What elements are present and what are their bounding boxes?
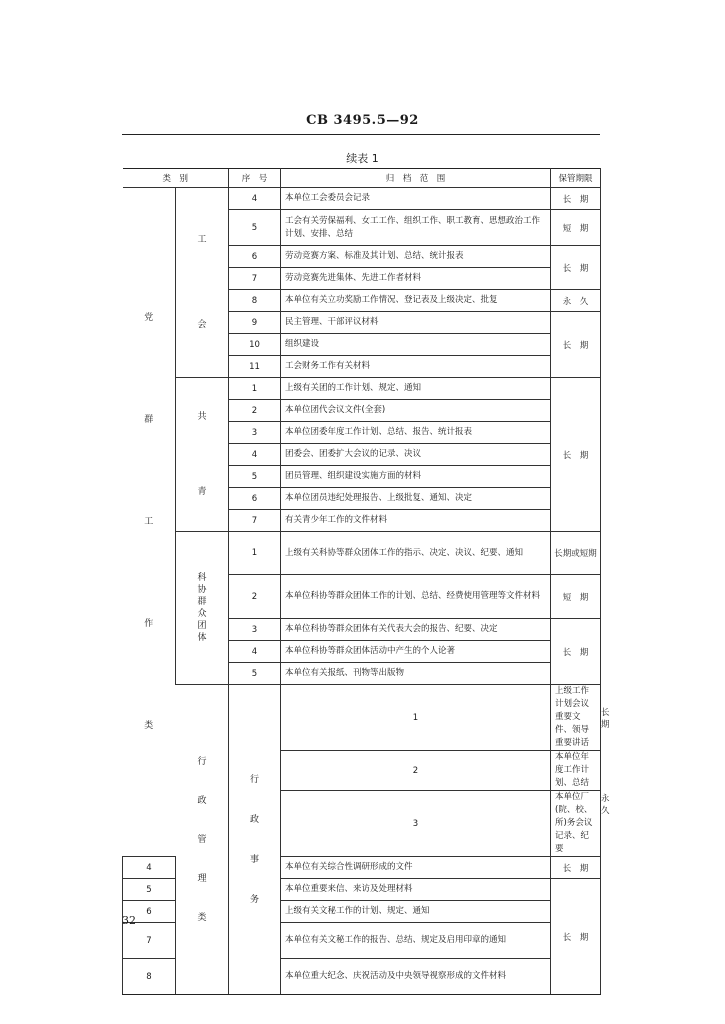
subcategory-science-char: 群 bbox=[197, 597, 207, 607]
row-scope: 劳动竞赛方案、标准及其计划、总结、统计报表 bbox=[281, 246, 551, 268]
subcategory-science-char: 协 bbox=[197, 585, 207, 595]
category-mass-char: 群 bbox=[144, 415, 154, 425]
row-no: 8 bbox=[229, 290, 281, 312]
row-no: 1 bbox=[229, 532, 281, 575]
category-admin-char: 类 bbox=[197, 912, 207, 923]
row-no: 2 bbox=[229, 400, 281, 422]
table-row: 行 政 管 理 类 行 政 事 务 1 上级工作计划会议重要文件、领导重要讲话 长 期 bbox=[123, 685, 601, 751]
category-admin-char: 政 bbox=[197, 795, 207, 806]
row-no: 5 bbox=[229, 210, 281, 246]
row-scope: 本单位团员违纪处理报告、上级批复、通知、决定 bbox=[281, 488, 551, 510]
row-scope: 本单位有关综合性调研形成的文件 bbox=[281, 857, 551, 879]
row-no: 1 bbox=[281, 685, 551, 751]
table-row bbox=[123, 188, 601, 210]
subcategory-affairs-char: 行 bbox=[250, 774, 260, 785]
row-retention: 长 期 bbox=[551, 246, 601, 290]
row-scope: 本单位科协等群众团体有关代表大会的报告、纪要、决定 bbox=[281, 619, 551, 641]
subcategory-science-char: 众 bbox=[197, 609, 207, 619]
row-scope: 本单位厂(院、校、所)务会议记录、纪要 bbox=[551, 791, 601, 857]
table-row bbox=[123, 378, 601, 400]
col-retention: 保管期限 bbox=[551, 169, 601, 188]
row-scope: 有关青少年工作的文件材料 bbox=[281, 510, 551, 532]
table-row: 2 本单位年度工作计划、总结 永 久 bbox=[123, 751, 601, 791]
row-no: 8 bbox=[123, 959, 176, 995]
row-scope: 团员管理、组织建设实施方面的材料 bbox=[281, 466, 551, 488]
subcategory-youth-char: 青 bbox=[197, 487, 207, 497]
category-mass bbox=[123, 188, 176, 857]
row-no: 2 bbox=[281, 751, 551, 791]
row-retention: 长 期 bbox=[551, 879, 601, 995]
subcategory-science bbox=[176, 532, 229, 685]
row-no: 5 bbox=[229, 466, 281, 488]
row-no: 7 bbox=[229, 268, 281, 290]
row-scope: 团委会、团委扩大会议的记录、决议 bbox=[281, 444, 551, 466]
row-no: 4 bbox=[229, 641, 281, 663]
subcategory-affairs bbox=[229, 685, 281, 995]
category-admin-char: 理 bbox=[197, 873, 207, 884]
row-scope: 本单位重大纪念、庆祝活动及中央领导视察形成的文件材料 bbox=[281, 959, 551, 995]
subcategory-union-char: 工 bbox=[197, 235, 207, 245]
row-no: 3 bbox=[281, 791, 551, 857]
row-scope: 本单位科协等群众团体活动中产生的个人论著 bbox=[281, 641, 551, 663]
subcategory-union bbox=[176, 188, 229, 378]
row-no: 3 bbox=[229, 422, 281, 444]
row-scope: 本单位团委年度工作计划、总结、报告、统计报表 bbox=[281, 422, 551, 444]
subcategory-affairs-char: 政 bbox=[250, 814, 260, 825]
row-scope: 本单位有关文秘工作的报告、总结、规定及启用印章的通知 bbox=[281, 923, 551, 959]
category-admin-char: 管 bbox=[197, 834, 207, 845]
row-scope: 本单位年度工作计划、总结 bbox=[551, 751, 601, 791]
row-scope: 本单位重要来信、来访及处理材料 bbox=[281, 879, 551, 901]
category-admin-char: 行 bbox=[197, 756, 207, 767]
table-row bbox=[123, 532, 601, 575]
row-no: 4 bbox=[229, 444, 281, 466]
col-category: 类 别 bbox=[123, 169, 229, 188]
row-no: 9 bbox=[229, 312, 281, 334]
row-scope: 本单位科协等群众团体工作的计划、总结、经费使用管理等文件材料 bbox=[281, 575, 551, 619]
header-rule bbox=[122, 134, 600, 135]
row-scope: 上级工作计划会议重要文件、领导重要讲话 bbox=[551, 685, 601, 751]
row-no: 11 bbox=[229, 356, 281, 378]
row-no: 2 bbox=[229, 575, 281, 619]
row-no: 6 bbox=[229, 488, 281, 510]
subcategory-youth bbox=[176, 378, 229, 532]
row-no: 6 bbox=[229, 246, 281, 268]
category-mass-char: 党 bbox=[144, 313, 154, 323]
category-admin bbox=[176, 685, 229, 995]
row-no: 5 bbox=[123, 879, 176, 901]
category-mass-char: 类 bbox=[144, 721, 154, 731]
row-no: 6 bbox=[123, 901, 176, 923]
col-no: 序 号 bbox=[229, 169, 281, 188]
row-no: 1 bbox=[229, 378, 281, 400]
subcategory-science-char: 团 bbox=[197, 621, 207, 631]
row-retention: 长 期 bbox=[551, 312, 601, 378]
category-mass-char: 工 bbox=[144, 517, 154, 527]
table-caption: 续表 1 bbox=[346, 152, 379, 165]
row-scope: 上级有关文秘工作的计划、规定、通知 bbox=[281, 901, 551, 923]
row-no: 7 bbox=[229, 510, 281, 532]
subcategory-affairs-char: 事 bbox=[250, 854, 260, 865]
subcategory-youth-char: 共 bbox=[197, 412, 207, 422]
row-scope: 组织建设 bbox=[281, 334, 551, 356]
row-retention: 长 期 bbox=[551, 857, 601, 879]
row-scope: 民主管理、干部评议材料 bbox=[281, 312, 551, 334]
row-no: 5 bbox=[229, 663, 281, 685]
subcategory-affairs-char: 务 bbox=[250, 894, 260, 905]
category-mass-char: 作 bbox=[144, 619, 154, 629]
row-no: 7 bbox=[123, 923, 176, 959]
row-retention: 长期或短期 bbox=[551, 532, 601, 575]
row-no: 4 bbox=[229, 188, 281, 210]
row-scope: 工会有关劳保福利、女工工作、组织工作、职工教育、思想政治工作计划、安排、总结 bbox=[281, 210, 551, 246]
subcategory-science-char: 体 bbox=[197, 633, 207, 643]
row-retention: 长 期 bbox=[551, 378, 601, 532]
row-no: 10 bbox=[229, 334, 281, 356]
row-no: 4 bbox=[123, 857, 176, 879]
row-scope: 本单位有关报纸、刊物等出版物 bbox=[281, 663, 551, 685]
row-scope: 劳动竞赛先进集体、先进工作者材料 bbox=[281, 268, 551, 290]
subcategory-science-char: 科 bbox=[197, 573, 207, 583]
subcategory-union-char: 会 bbox=[197, 320, 207, 330]
row-scope: 本单位有关立功奖励工作情况、登记表及上级决定、批复 bbox=[281, 290, 551, 312]
row-scope: 工会财务工作有关材料 bbox=[281, 356, 551, 378]
row-scope: 上级有关科协等群众团体工作的指示、决定、决议、纪要、通知 bbox=[281, 532, 551, 575]
col-scope: 归 档 范 围 bbox=[281, 169, 551, 188]
archive-table bbox=[122, 168, 619, 995]
table-header-row bbox=[123, 169, 601, 188]
row-scope: 本单位团代会议文件(全套) bbox=[281, 400, 551, 422]
row-retention: 长 期 bbox=[551, 619, 601, 685]
row-retention: 短 期 bbox=[551, 575, 601, 619]
row-scope: 本单位工会委员会记录 bbox=[281, 188, 551, 210]
row-retention: 短 期 bbox=[551, 210, 601, 246]
row-no: 3 bbox=[229, 619, 281, 641]
row-scope: 上级有关团的工作计划、规定、通知 bbox=[281, 378, 551, 400]
row-retention: 长 期 bbox=[551, 188, 601, 210]
page-number: 32 bbox=[122, 914, 136, 927]
document-header: CB 3495.5—92 bbox=[306, 113, 419, 128]
row-retention: 永 久 bbox=[551, 290, 601, 312]
